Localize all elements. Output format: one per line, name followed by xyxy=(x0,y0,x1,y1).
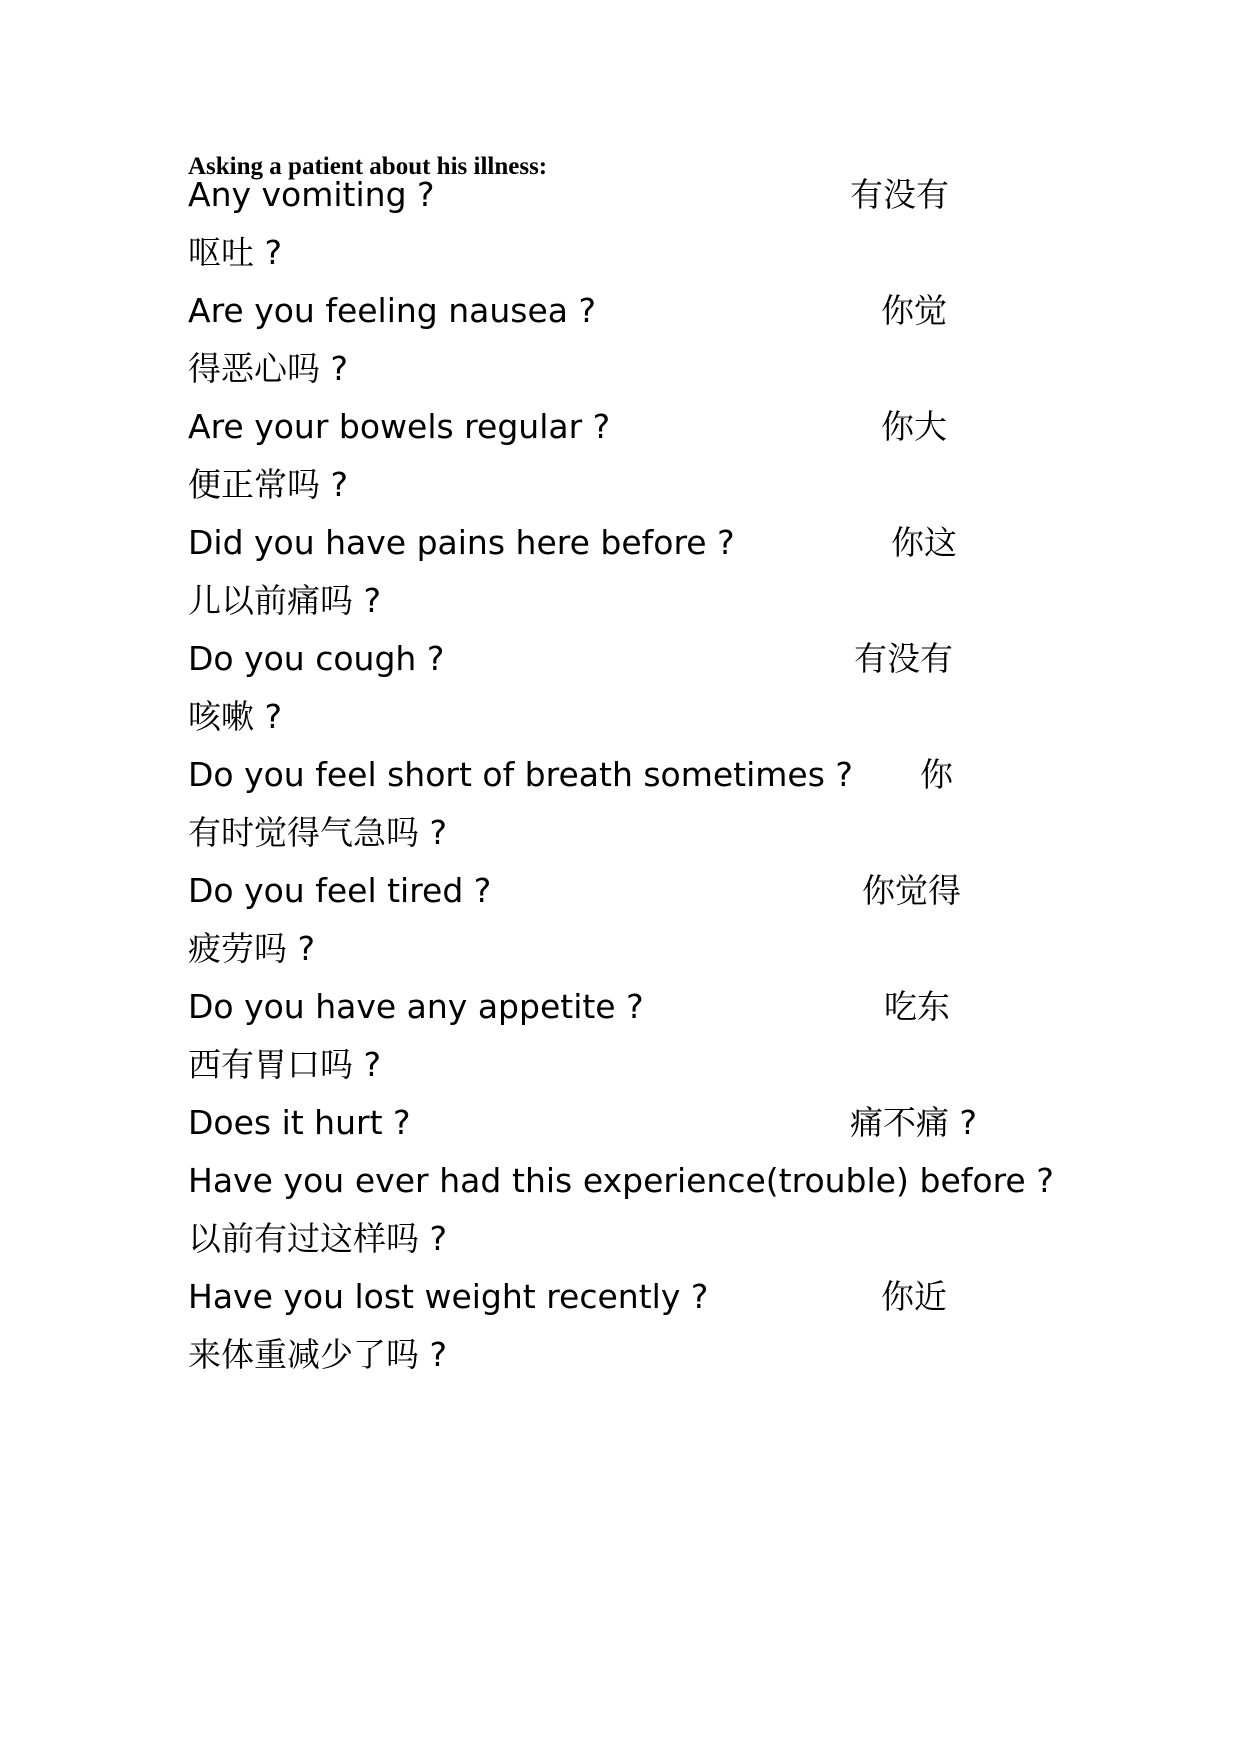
chinese-phrase-continued: 咳嗽 ? xyxy=(188,697,283,736)
english-phrase: Do you cough ? xyxy=(188,639,445,678)
chinese-phrase-continued: 呕吐 ? xyxy=(188,233,283,272)
english-phrase: Are your bowels regular ? xyxy=(188,407,611,446)
chinese-phrase-continued: 西有胃口吗 ? xyxy=(188,1045,382,1084)
chinese-phrase-continued: 以前有过这样吗 ? xyxy=(188,1219,448,1258)
english-phrase: Do you have any appetite ? xyxy=(188,987,644,1026)
english-word: ? xyxy=(1036,1161,1054,1200)
chinese-phrase-start: 你近 xyxy=(881,1277,947,1316)
chinese-phrase-continued: 疲劳吗 ? xyxy=(188,929,316,968)
english-word: had xyxy=(439,1161,502,1200)
chinese-phrase-start: 吃东 xyxy=(884,987,950,1026)
chinese-phrase-start: 有没有 xyxy=(850,175,949,214)
english-word: before xyxy=(919,1161,1026,1200)
section-heading: Asking a patient about his illness: xyxy=(188,153,548,180)
english-phrase: Any vomiting ? xyxy=(188,175,435,214)
english-phrase: Have you lost weight recently ? xyxy=(188,1277,709,1316)
chinese-phrase-start: 你这 xyxy=(891,523,957,562)
english-word: this xyxy=(512,1161,573,1200)
chinese-phrase-continued: 有时觉得气急吗 ? xyxy=(188,813,448,852)
chinese-phrase-continued: 便正常吗 ? xyxy=(188,465,349,504)
english-phrase: Are you feeling nausea ? xyxy=(188,291,597,330)
english-phrase: Do you feel tired ? xyxy=(188,871,492,910)
english-word: ever xyxy=(354,1161,429,1200)
chinese-phrase: 痛不痛 ? xyxy=(850,1103,978,1142)
english-phrase: Does it hurt ? xyxy=(188,1103,411,1142)
chinese-phrase-continued: 儿以前痛吗 ? xyxy=(188,581,382,620)
english-phrase: Do you feel short of breath sometimes ? xyxy=(188,755,853,794)
chinese-phrase-start: 你觉 xyxy=(881,291,947,330)
english-word: you xyxy=(283,1161,345,1200)
chinese-phrase-continued: 得恶心吗 ? xyxy=(188,349,349,388)
chinese-phrase-start: 你觉得 xyxy=(862,871,961,910)
phrase-english-line-justified xyxy=(188,1158,1054,1204)
chinese-phrase-start: 你 xyxy=(920,755,953,794)
chinese-phrase-start: 你大 xyxy=(881,407,947,446)
english-word: experience(trouble) xyxy=(582,1161,909,1200)
chinese-phrase-start: 有没有 xyxy=(854,639,953,678)
english-phrase: Did you have pains here before ? xyxy=(188,523,735,562)
chinese-phrase-continued: 来体重减少了吗 ? xyxy=(188,1335,448,1374)
english-word: Have xyxy=(188,1161,273,1200)
